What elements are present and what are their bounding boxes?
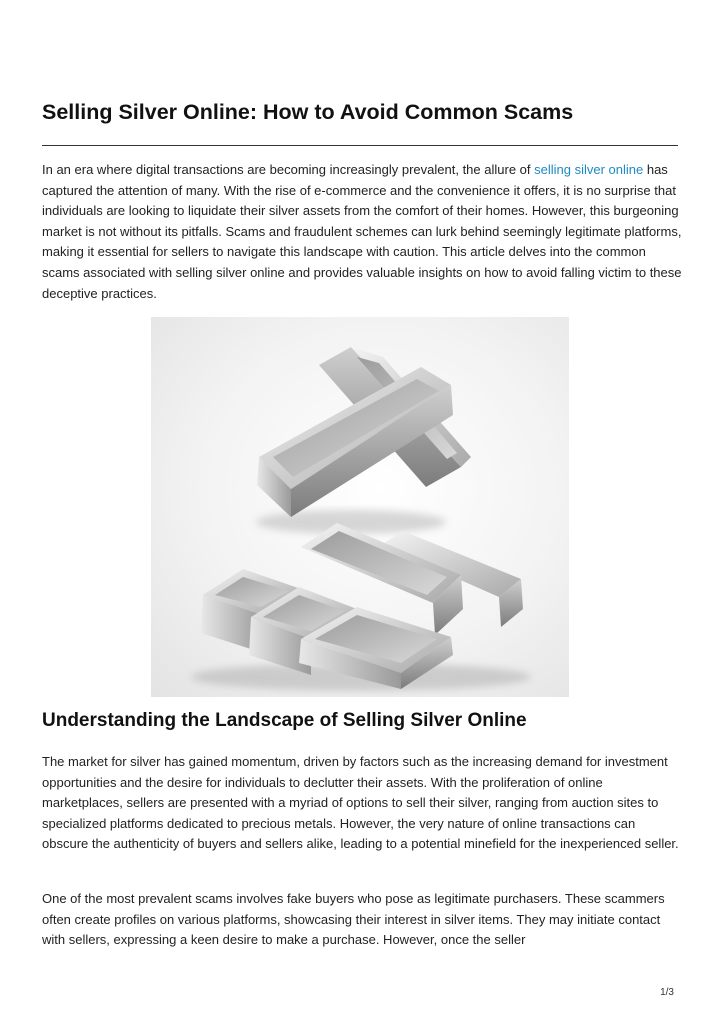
intro-text-before: In an era where digital transactions are becoming increasingly prevalent, the allure of	[42, 162, 535, 177]
paragraph-market	[42, 752, 682, 855]
page-title: Selling Silver Online: How to Avoid Common Scams	[42, 100, 574, 124]
intro-text-after: has captured the attention of many. With the rise of e-commerce and the convenience it offers, it is no surprise that individuals are looking to liquidate their silver assets from the comfort of their homes. However, this burgeoning market is not without its pitfalls. Scams and fraudulent schemes can lurk behind seemingly legitimate platforms, making it essential for sellers to navigate this landscape with caution. This article delves into the common scams associated with selling silver online and provides valuable insights on how to avoid falling victim to these deceptive practices.	[42, 162, 682, 301]
page-number: 1/3	[660, 987, 674, 998]
paragraph-scams	[42, 889, 682, 951]
silver-bars-image	[151, 317, 569, 697]
silver-bars-illustration	[151, 317, 569, 697]
paragraph-3-text: One of the most prevalent scams involves fake buyers who pose as legitimate purchasers. These scammers often create profiles on various platforms, showcasing their interest in silver items. They may initiate contact with sellers, expressing a keen desire to make a purchase. However, once the seller	[42, 891, 665, 948]
title-divider	[42, 145, 678, 146]
section-heading: Understanding the Landscape of Selling Silver Online	[42, 710, 527, 731]
selling-silver-online-link[interactable]: selling silver online	[534, 162, 644, 177]
paragraph-2-text: The market for silver has gained momentum, driven by factors such as the increasing demand for investment opportunities and the desire for individuals to declutter their assets. With the proliferation of online marketplaces, sellers are presented with a myriad of options to sell their silver, ranging from auction sites to specialized platforms dedicated to precious metals. However, the very nature of online transactions can obscure the authenticity of buyers and sellers alike, leading to a potential minefield for the inexperienced seller.	[42, 754, 679, 852]
bottom-bar-pile	[191, 523, 531, 691]
intro-paragraph	[42, 160, 682, 304]
